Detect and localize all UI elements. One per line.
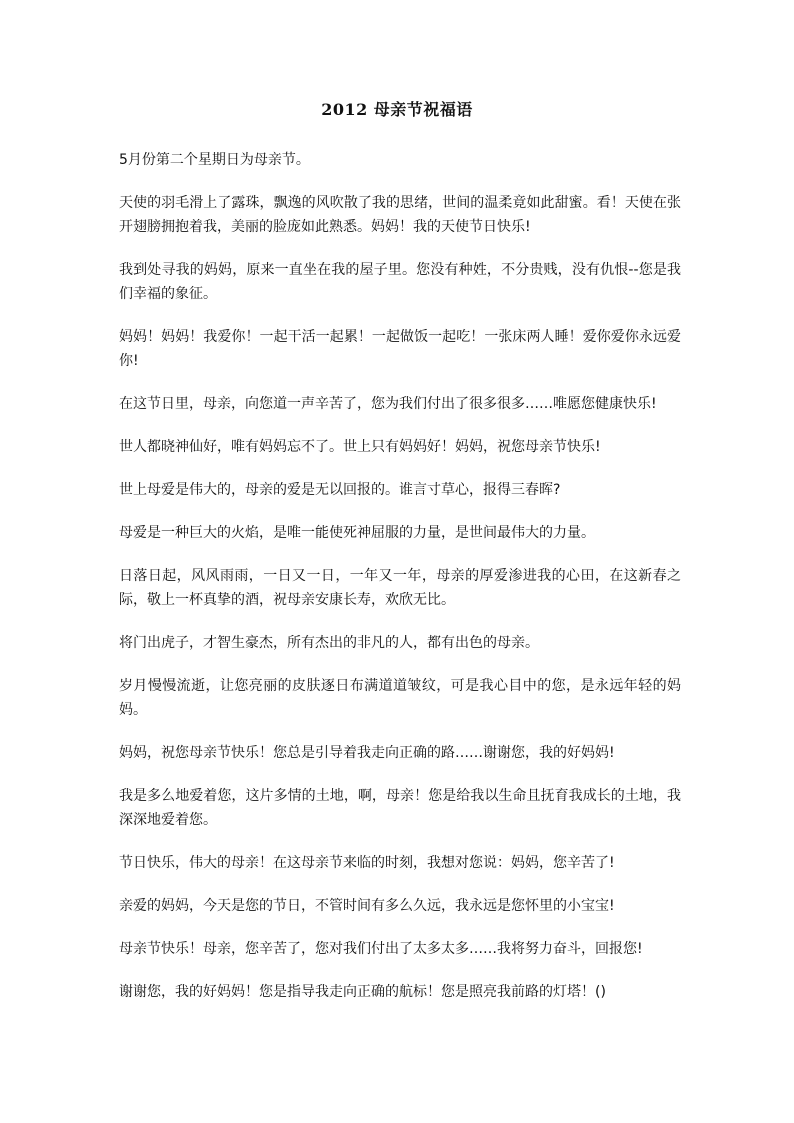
paragraph: 世人都晓神仙好，唯有妈妈忘不了。世上只有妈妈好！妈妈，祝您母亲节快乐! [119,439,601,455]
paragraph: 节日快乐，伟大的母亲！在这母亲节来临的时刻，我想对您说：妈妈，您辛苦了! [119,855,615,871]
paragraph: 母亲节快乐！母亲，您辛苦了，您对我们付出了太多太多……我将努力奋斗，回报您! [119,941,643,957]
paragraph: 日落日起，风风雨雨，一日又一日，一年又一年，母亲的厚爱渗进我的心田，在这新春之际，敬上一杯真挚的酒，祝母亲安康长寿，欢欣无比。 [119,568,681,608]
paragraph: 我是多么地爱着您，这片多情的土地，啊，母亲！您是给我以生命且抚育我成长的土地，我深深地爱着您。 [119,788,681,828]
paragraph: 世上母爱是伟大的，母亲的爱是无以回报的。谁言寸草心，报得三春晖? [119,482,561,498]
paragraph: 将门出虎子，才智生豪杰，所有杰出的非凡的人，都有出色的母亲。 [119,635,539,651]
document-body [119,148,681,1023]
paragraph: 我到处寻我的妈妈，原来一直坐在我的屋子里。您没有种姓，不分贵贱，没有仇恨--您是我们幸福的象征。 [119,262,681,302]
paragraph: 在这节日里，母亲，向您道一声辛苦了，您为我们付出了很多很多……唯愿您健康快乐! [119,396,657,412]
paragraph: 母爱是一种巨大的火焰，是唯一能使死神屈服的力量，是世间最伟大的力量。 [119,525,595,541]
paragraph: 谢谢您，我的好妈妈！您是指导我走向正确的航标！您是照亮我前路的灯塔！() [119,984,606,1000]
paragraph: 亲爱的妈妈，今天是您的节日，不管时间有多么久远，我永远是您怀里的小宝宝! [119,898,615,914]
paragraph: 岁月慢慢流逝，让您亮丽的皮肤逐日布满道道皱纹，可是我心目中的您，是永远年轻的妈妈。 [119,678,681,718]
paragraph: 天使的羽毛滑上了露珠，飘逸的风吹散了我的思绪，世间的温柔竟如此甜蜜。看！天使在张开翅膀拥抱着我，美丽的脸庞如此熟悉。妈妈！我的天使节日快乐! [119,195,681,235]
document-title: 2012 母亲节祝福语 [321,100,473,119]
paragraph: 5月份第二个星期日为母亲节。 [119,152,310,168]
paragraph: 妈妈，祝您母亲节快乐！您总是引导着我走向正确的路……谢谢您，我的好妈妈! [119,745,615,761]
paragraph: 妈妈！妈妈！我爱你！一起干活一起累！一起做饭一起吃！一张床两人睡！爱你爱你永远爱你! [119,329,681,369]
